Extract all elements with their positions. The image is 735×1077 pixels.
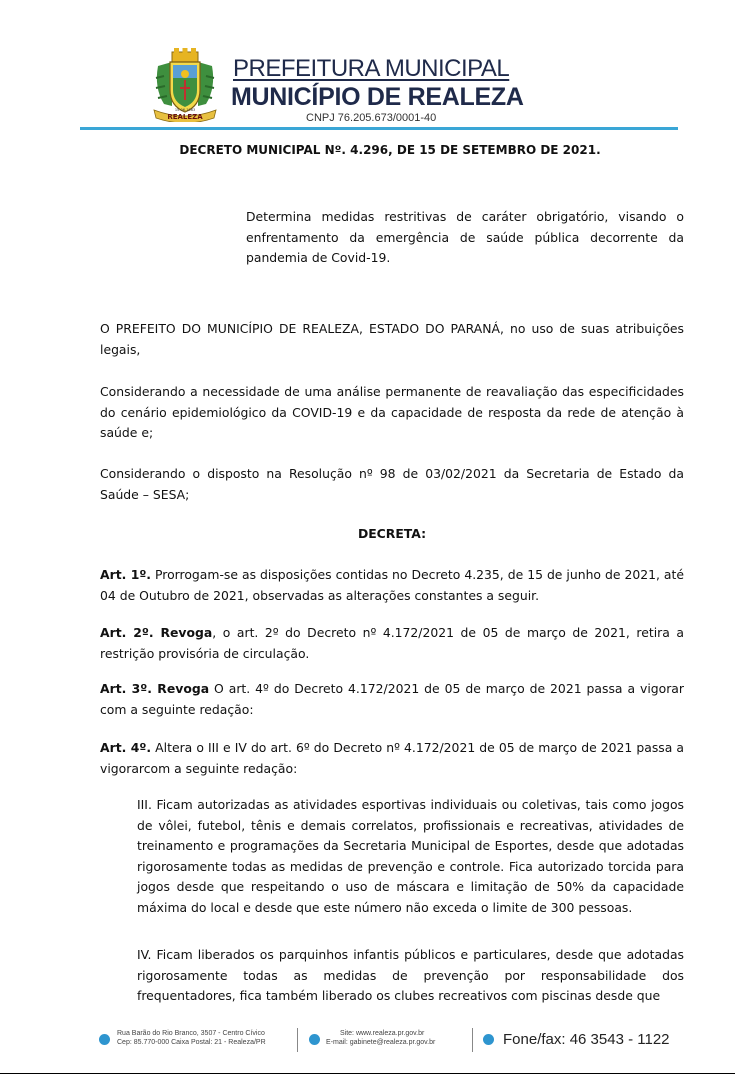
footer-separator — [297, 1028, 298, 1052]
item-iv-paragraph: IV. Ficam liberados os parquinhos infantis públicos e particulares, desde que adotadas rigorosamente todas as medidas de prevenção por responsabilidade dos frequentadores, fica também liberado os clubes recreativos com piscinas desde que — [137, 947, 684, 1003]
page-bottom-edge — [0, 1073, 735, 1074]
article-3-text: O art. 4º do Decreto 4.172/2021 de 05 de março de 2021 passa a vigorar com a seguinte redação: — [100, 681, 684, 717]
ementa-paragraph: Determina medidas restritivas de caráter obrigatório, visando o enfrentamento da emergência de saúde pública decorrente da pandemia de Covid-19. — [246, 209, 684, 265]
footer-site: Site: www.realeza.pr.gov.br — [340, 1030, 425, 1037]
municipal-crest-icon — [150, 48, 220, 122]
article-4-text: Altera o III e IV do art. 6º do Decreto nº 4.172/2021 de 05 de março de 2021 passa a vigorarcom a seguinte redação: — [100, 740, 685, 776]
article-1-label: Art. 1º. — [100, 567, 152, 582]
article-2 — [100, 623, 684, 664]
article-2-label: Art. 2º. Revoga — [100, 625, 213, 640]
considering-paragraph-2: Considerando o disposto na Resolução nº 98 de 03/02/2021 da Secretaria de Estado da Saúde – SESA; — [100, 466, 684, 502]
footer-address-line2: Cep: 85.770-000 Caixa Postal: 21 - Realeza/PR — [117, 1039, 266, 1046]
header-cnpj: CNPJ 76.205.673/0001-40 — [306, 112, 437, 124]
considering-paragraph-1: Considerando a necessidade de uma análise permanente de reavaliação das especificidades do cenário epidemiológico da COVID-19 e da capacidade de resposta da rede de atenção à saúde e; — [100, 384, 684, 440]
crest-year-text: 15-06-1963 — [174, 108, 196, 112]
footer — [0, 1020, 735, 1077]
header-title-line1: PREFEITURA MUNICIPAL — [233, 55, 510, 82]
article-3-label: Art. 3º. Revoga — [100, 681, 210, 696]
letterhead — [0, 0, 735, 140]
article-4 — [100, 738, 684, 779]
location-icon — [99, 1034, 110, 1045]
item-iii-paragraph: III. Ficam autorizadas as atividades esportivas individuais ou coletivas, tais como jogos de vôlei, futebol, tênis e demais correlatos, profissionais e recreativas, atividades de treinamento e programações da Secretaria Municipal de Esportes, desde que adotadas rigorosamente todas as medidas de prevenção e controle. Fica autorizado torcida para jogos desde que respeitando o uso de máscara e limitação de 50% da capacidade máxima do local e desde que este número não exceda o limite de 300 pessoas. — [137, 797, 684, 915]
footer-separator — [472, 1028, 473, 1052]
phone-icon — [483, 1034, 494, 1045]
crest-banner-text: REALEZA — [167, 113, 203, 121]
globe-icon — [309, 1034, 320, 1045]
article-4-label: Art. 4º. — [100, 740, 152, 755]
preamble-paragraph: O PREFEITO DO MUNICÍPIO DE REALEZA, ESTADO DO PARANÁ, no uso de suas atribuições legais, — [100, 321, 684, 357]
header-title-line2: MUNICÍPIO DE REALEZA — [231, 83, 524, 111]
article-2-text: , o art. 2º do Decreto nº 4.172/2021 de 05 de março de 2021, retira a restrição provisória de circulação. — [100, 625, 684, 661]
footer-email: E-mail: gabinete@realeza.pr.gov.br — [326, 1039, 436, 1046]
decree-title: DECRETO MUNICIPAL Nº. 4.296, DE 15 DE SETEMBRO DE 2021. — [179, 143, 601, 157]
article-3 — [100, 679, 684, 720]
article-1 — [100, 565, 684, 606]
footer-phone: Fone/fax: 46 3543 - 1122 — [503, 1031, 670, 1048]
header-divider — [80, 127, 678, 130]
article-1-text: Prorrogam-se as disposições contidas no Decreto 4.235, de 15 de junho de 2021, até 04 de Outubro de 2021, observadas as alterações constantes a seguir. — [100, 567, 684, 603]
footer-address-line1: Rua Barão do Rio Branco, 3507 - Centro Cívico — [117, 1030, 265, 1037]
decreta-heading: DECRETA: — [357, 526, 427, 541]
